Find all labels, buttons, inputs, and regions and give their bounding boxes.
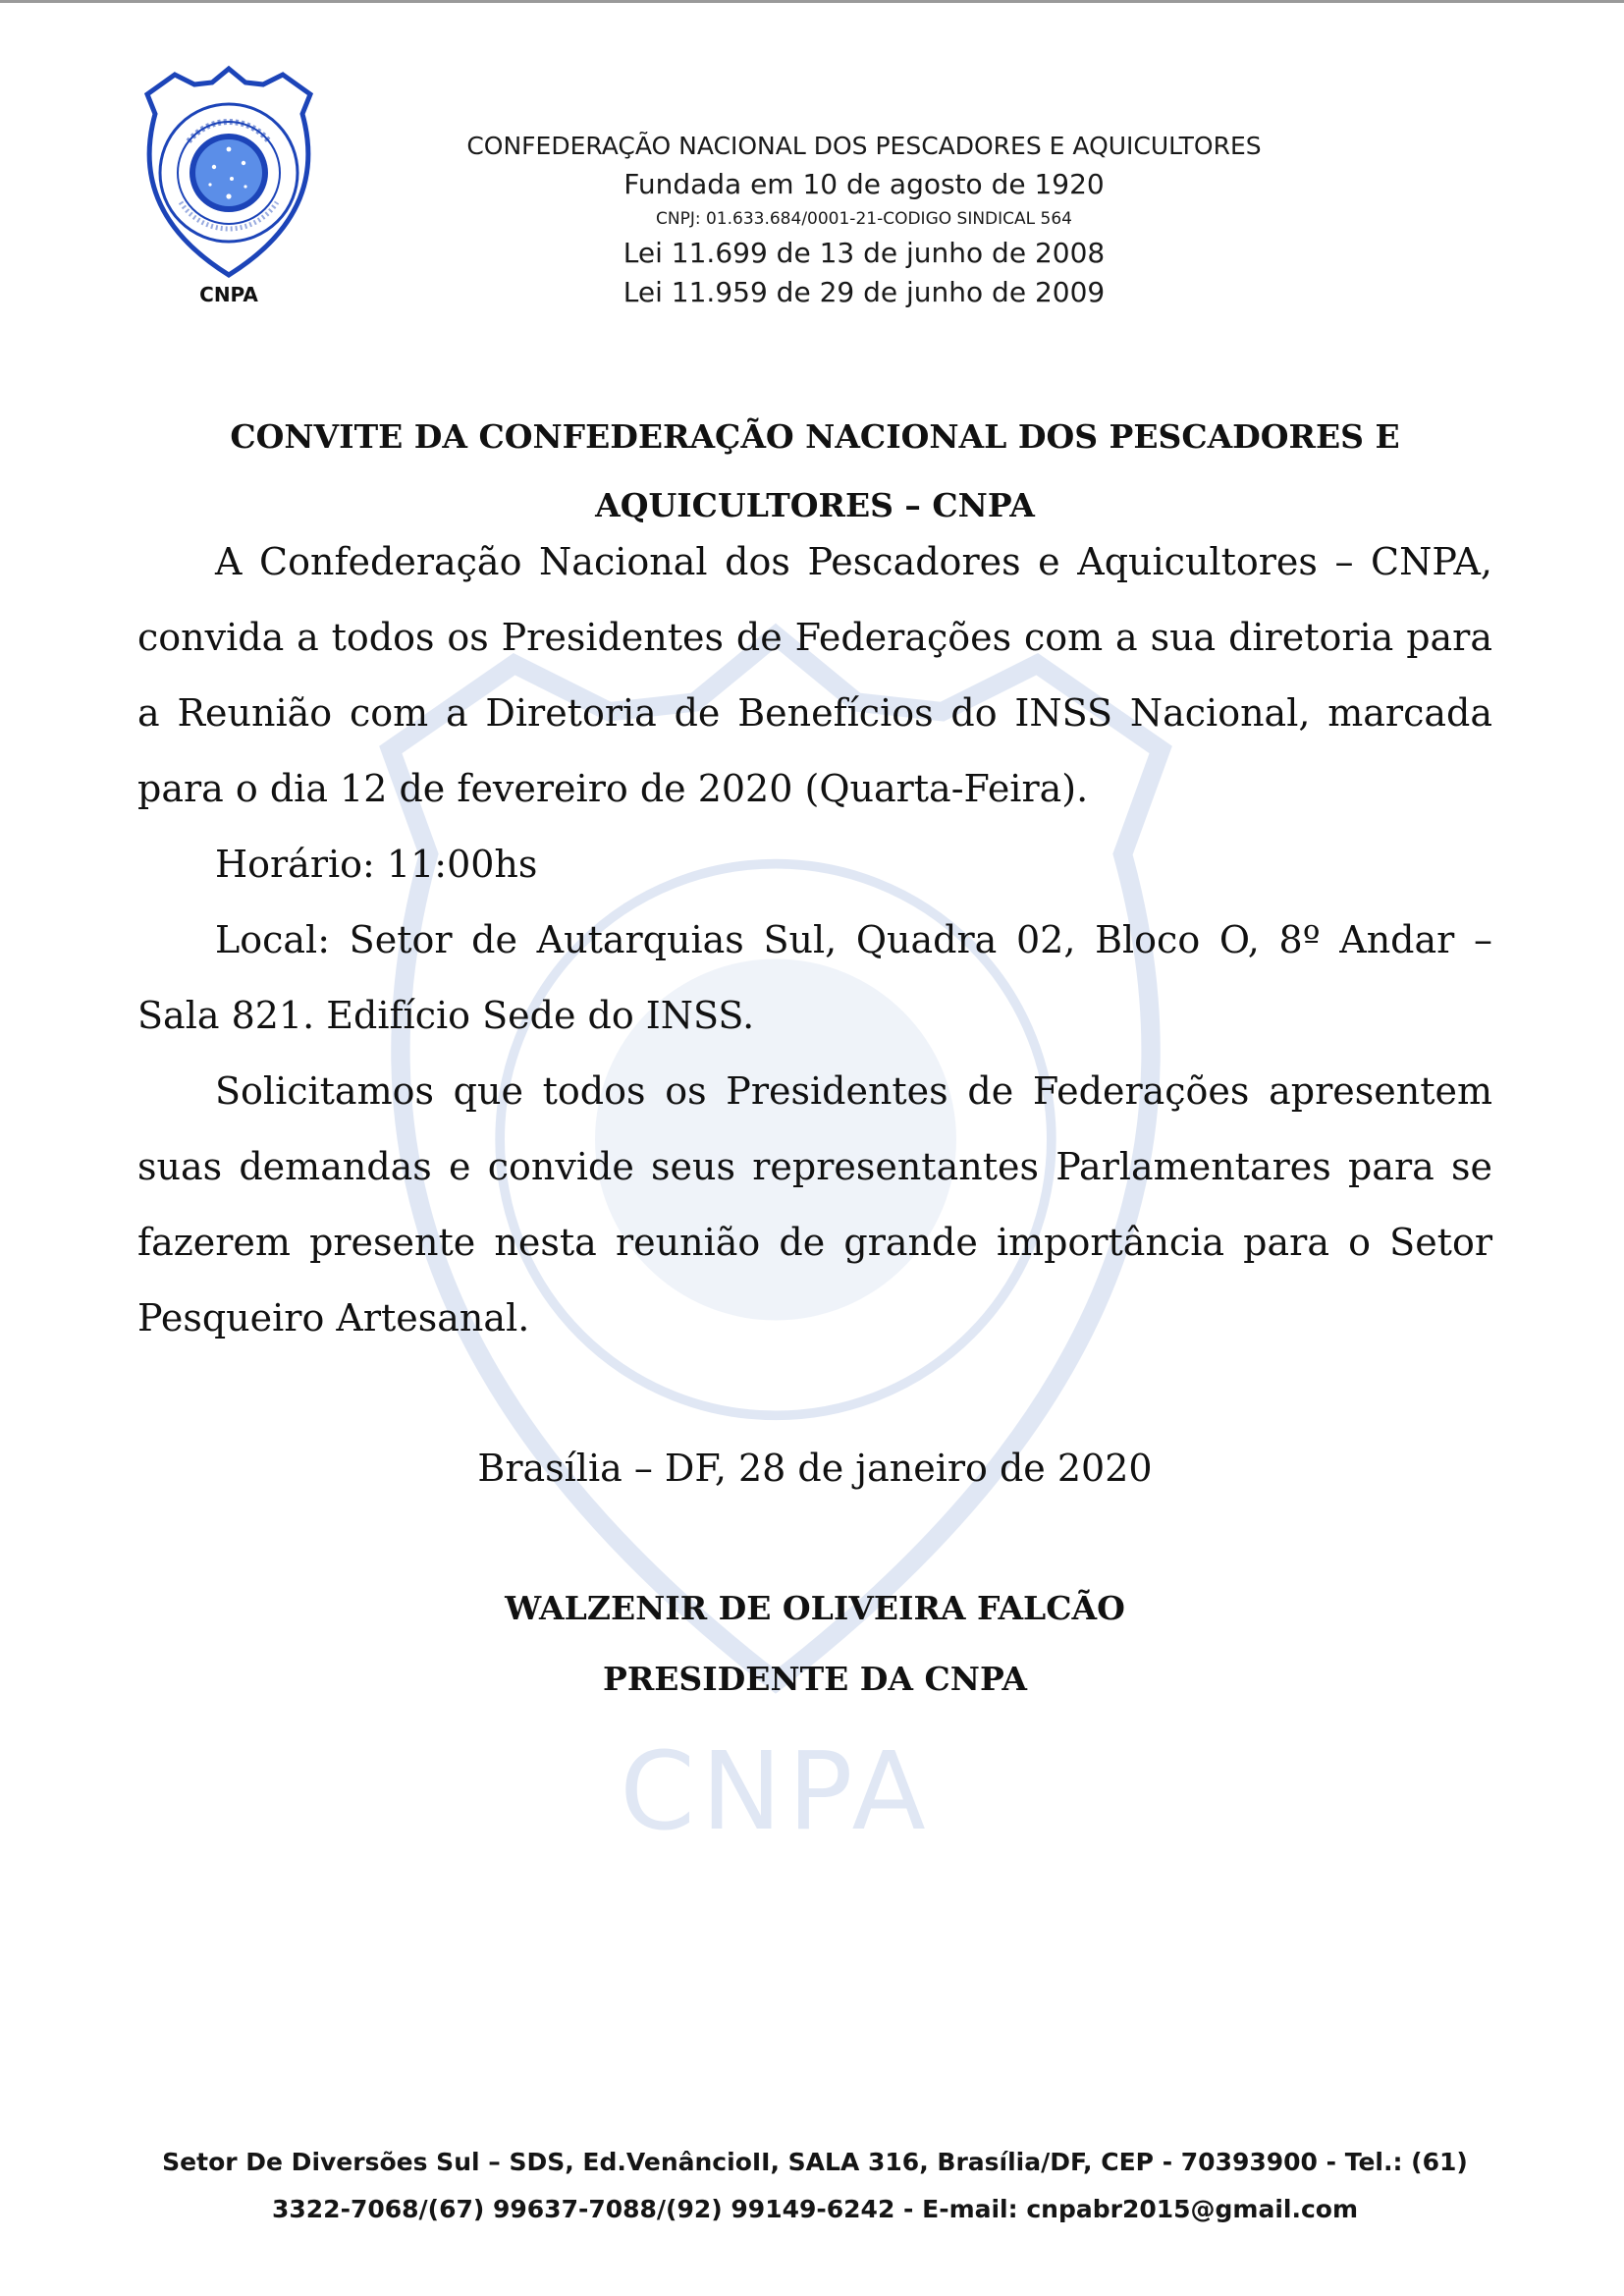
signatory-title: PRESIDENTE DA CNPA <box>603 1660 1027 1698</box>
meeting-time: Horário: 11:00hs <box>215 843 538 886</box>
shield-seal-icon <box>135 65 322 291</box>
founded-date: Fundada em 10 de agosto de 1920 <box>623 168 1105 200</box>
law-2: Lei 11.959 de 29 de junho de 2009 <box>623 276 1106 308</box>
title-line-2: AQUICULTORES – CNPA <box>595 486 1035 524</box>
meeting-location: Local: Setor de Autarquias Sul, Quadra 02, Bloco O, 8º Andar – Sala 821. Edifício Sede do INSS. <box>137 918 1492 1037</box>
document-body <box>137 524 1492 1356</box>
law-1: Lei 11.699 de 13 de junho de 2008 <box>623 237 1106 269</box>
watermark-text: CNPA <box>620 1728 932 1854</box>
footer-line-1: Setor De Diversões Sul – SDS, Ed.VenâncioII, SALA 316, Brasília/DF, CEP - 70393900 - Tel.: (61) <box>162 2148 1468 2176</box>
cnpj-line: CNPJ: 01.633.684/0001-21-CODIGO SINDICAL 564 <box>656 209 1072 229</box>
paragraph-invitation: A Confederação Nacional dos Pescadores e Aquicultores – CNPA, convida a todos os Presidentes de Federações com a sua diretoria para a Reunião com a Diretoria de Benefícios do INSS Nacional, marcada para o dia 12 de fevereiro de 2020 (Quarta-Feira). <box>137 540 1492 810</box>
org-name: CONFEDERAÇÃO NACIONAL DOS PESCADORES E AQUICULTORES <box>466 132 1262 160</box>
footer-address <box>137 2139 1492 2233</box>
title-line-1: CONVITE DA CONFEDERAÇÃO NACIONAL DOS PESCADORES E <box>230 417 1400 456</box>
top-border-line <box>0 0 1624 3</box>
signature-block <box>137 1573 1492 1715</box>
footer-line-2: 3322-7068/(67) 99637-7088/(92) 99149-6242 - E-mail: cnpabr2015@gmail.com <box>271 2195 1359 2223</box>
document-title <box>137 403 1492 540</box>
place-date: Brasília – DF, 28 de janeiro de 2020 <box>477 1447 1153 1490</box>
cnpa-logo <box>135 65 322 316</box>
logo-caption: CNPA <box>199 283 258 306</box>
signatory-name: WALZENIR DE OLIVEIRA FALCÃO <box>505 1589 1125 1627</box>
letterhead <box>373 128 1355 312</box>
paragraph-request: Solicitamos que todos os Presidentes de Federações apresentem suas demandas e convide seus representantes Parlamentares para se fazerem presente nesta reunião de grande importância para o Setor Pesqueiro Artesanal. <box>137 1069 1492 1339</box>
